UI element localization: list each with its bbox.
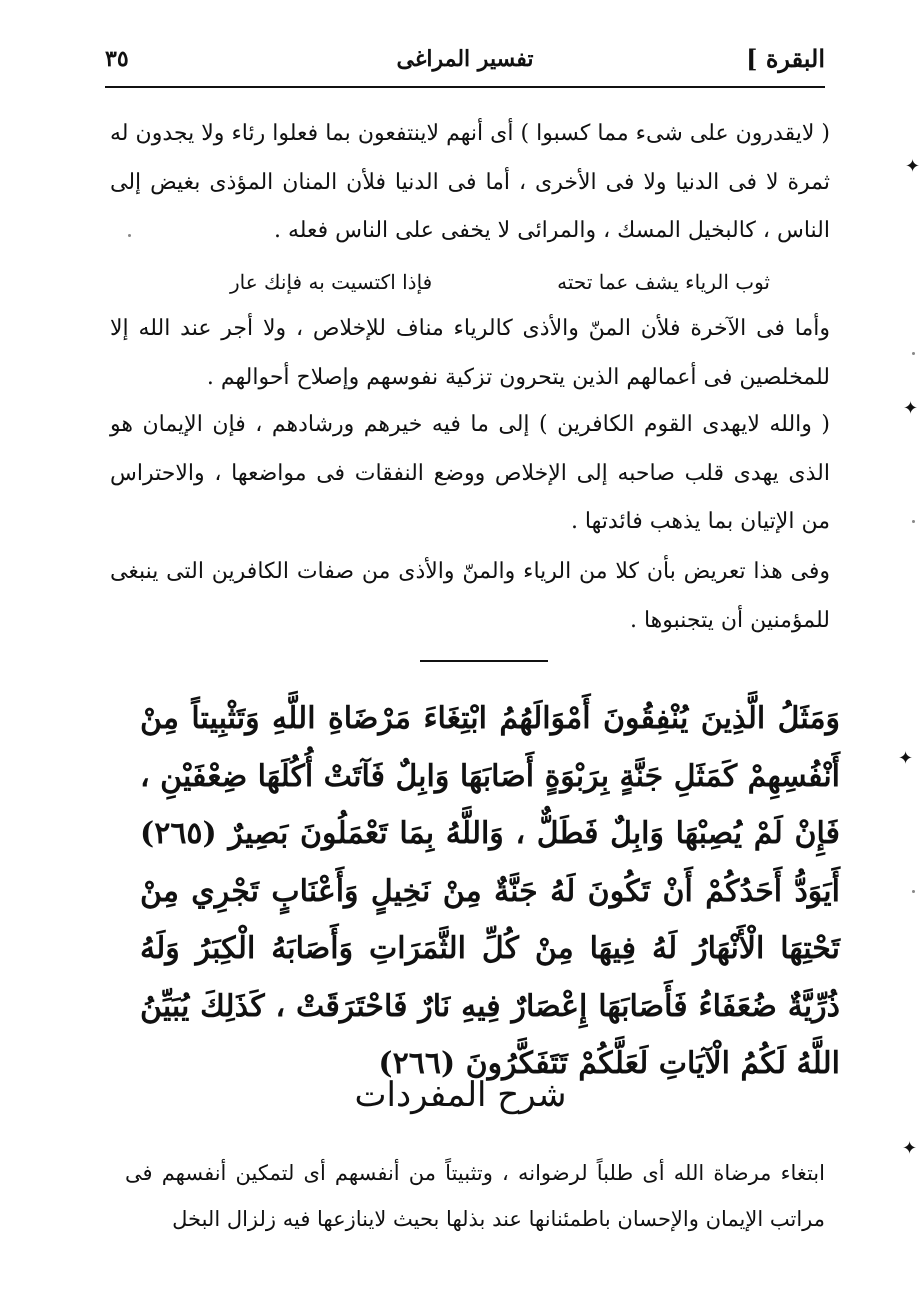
vocabulary-paragraph: ابتغاء مرضاة الله أى طلباً لرضوانه ، وتثبيتاً من أنفسهم أى لتمكين أنفسهم فى مراتب الإيمان والإحسان باطمئنانها عند بذلها بحيث لاينازعها فيه زلزال البخل: [125, 1161, 825, 1231]
poetry-verse: [210, 264, 770, 300]
margin-mark: ✦: [905, 156, 921, 177]
poetry-hemistich-2: فإذا اكتسيت به فإنك عار: [230, 270, 433, 294]
scan-speck: [128, 234, 131, 237]
page-number: ٣٥: [105, 46, 129, 72]
commentary-paragraph-1: ( لايقدرون على شىء مما كسبوا ) أى أنهم لاينتفعون بما فعلوا رئاء ولا يجدون له ثمرة لا فى الدنيا ولا فى الأخرى ، أما فى الدنيا فلأن المنان المؤذى بغيض إلى الناس ، كالبخيل المسك ، والمرائى لا يخفى على الناس فعله .: [110, 121, 830, 243]
margin-mark: ✦: [903, 398, 919, 419]
book-title: تفسير المراغى: [396, 46, 534, 72]
commentary-paragraph-4: وفى هذا تعريض بأن كلا من الرياء والمنّ والأذى من صفات الكافرين التى ينبغى للمؤمنين أن يتجنبوها .: [110, 559, 830, 633]
section-title: شرح المفردات: [354, 1075, 567, 1115]
commentary-paragraph-3: ( والله لايهدى القوم الكافرين ) إلى ما فيه خيرهم ورشادهم ، فإن الإيمان هو الذى يهدى قلب صاحبه إلى الإخلاص ووضع النفقات فى مواضعها ، والاحتراس من الإتيان بما يذهب فائدتها .: [110, 412, 830, 534]
page-header: [105, 38, 825, 88]
header-rule: [105, 86, 825, 88]
commentary-paragraph-2: وأما فى الآخرة فلأن المنّ والأذى كالرياء مناف للإخلاص ، ولا أجر عند الله إلا للمخلصين فى أعمالهم الذين يتحرون تزكية نفوسهم وإصلاح أحوالهم .: [110, 316, 830, 390]
poetry-hemistich-1: ثوب الرياء يشف عما تحته: [557, 270, 770, 294]
quran-verses: وَمَثَلُ الَّذِينَ يُنْفِقُونَ أَمْوَالَهُمُ ابْتِغَاءَ مَرْضَاةِ اللَّهِ وَتَثْبِيتاً مِنْ أَنْفُسِهِمْ كَمَثَلِ جَنَّةٍ بِرَبْوَةٍ أَصَابَهَا وَابِلٌ فَآتَتْ أُكُلَهَا ضِعْفَيْنِ ، فَإِنْ لَمْ يُصِبْهَا وَابِلٌ فَطَلٌّ ، وَاللَّهُ بِمَا تَعْمَلُونَ بَصِيرٌ (٢٦٥) أَيَوَدُّ أَحَدُكُمْ أَنْ تَكُونَ لَهُ جَنَّةٌ مِنْ نَخِيلٍ وَأَعْنَابٍ تَجْرِي مِنْ تَحْتِهَا الْأَنْهَارُ لَهُ فِيهَا مِنْ كُلِّ الثَّمَرَاتِ وَأَصَابَهُ الْكِبَرُ وَلَهُ ذُرِّيَّةٌ ضُعَفَاءُ فَأَصَابَهَا إِعْصَارٌ فِيهِ نَارٌ فَاحْتَرَقَتْ ، كَذَلِكَ يُبَيِّنُ اللَّهُ لَكُمُ الْآيَاتِ لَعَلَّكُمْ تَتَفَكَّرُونَ (٢٦٦): [140, 701, 840, 1081]
scan-speck: [912, 352, 915, 355]
margin-mark: ✦: [898, 748, 914, 769]
surah-name: البقرة ]: [746, 44, 825, 73]
section-divider: [420, 660, 548, 662]
scan-speck: [912, 520, 915, 523]
scan-speck: [912, 890, 915, 893]
margin-mark: ✦: [902, 1138, 918, 1159]
